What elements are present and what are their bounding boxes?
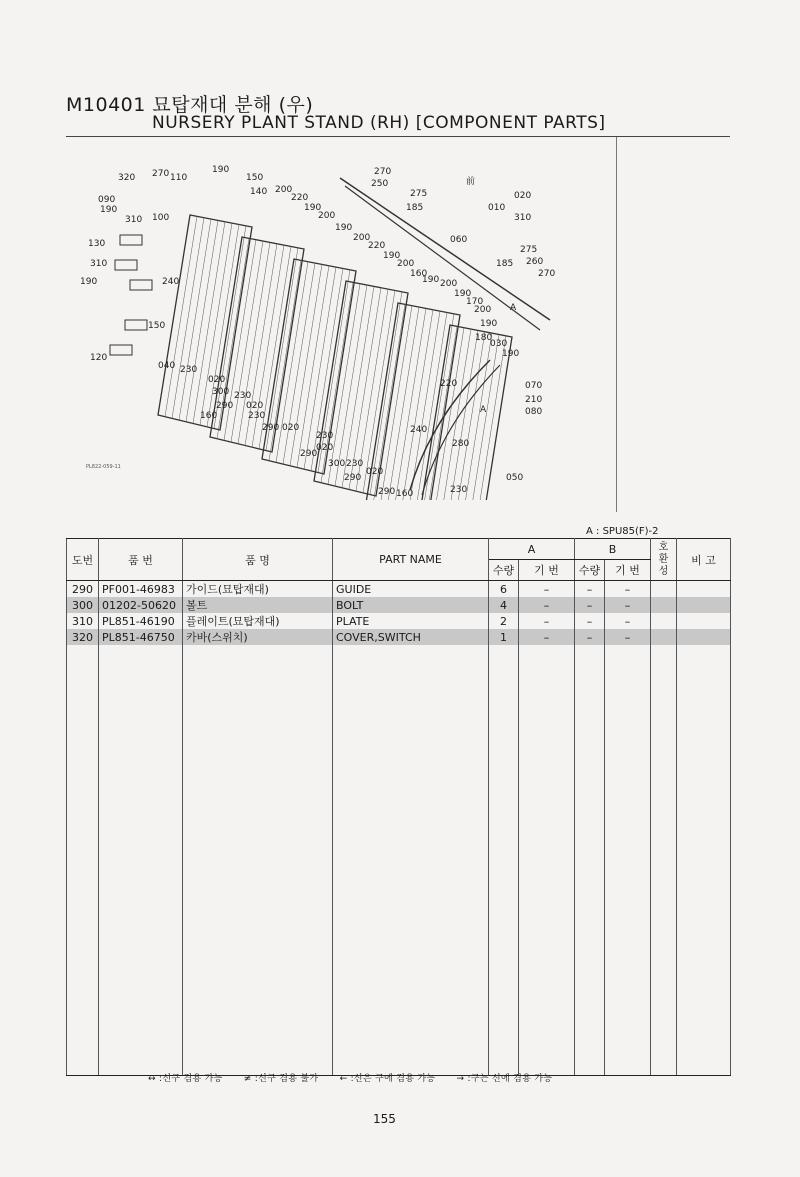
cell-part-no: PF001-46983 <box>99 581 183 598</box>
blank-cell <box>605 645 651 1076</box>
callout-label: A <box>510 303 517 313</box>
variant-note: A : SPU85(F)-2 <box>586 526 659 537</box>
callout-label: 140 <box>250 187 268 197</box>
blank-cell <box>489 645 519 1076</box>
callout-label: 190 <box>502 349 520 359</box>
divider-vertical <box>616 136 617 512</box>
cell-name-ko: 볼트 <box>183 597 333 613</box>
callout-label: 190 <box>480 319 498 329</box>
table-row <box>67 629 731 645</box>
title-english: NURSERY PLANT STAND (RH) [COMPONENT PARTS] <box>152 113 606 133</box>
callout-label: 230 <box>450 485 468 495</box>
table-row <box>67 597 731 613</box>
blank-cell <box>651 645 677 1076</box>
callout-label: 前 <box>466 177 476 187</box>
callout-label: 310 <box>125 215 143 225</box>
blank-cell <box>333 645 489 1076</box>
callout-label: 290 <box>262 423 280 433</box>
table-blank-area <box>67 645 731 1076</box>
callout-label: 160 <box>200 411 218 421</box>
blank-cell <box>67 645 99 1076</box>
cell-part-no: 01202-50620 <box>99 597 183 613</box>
callout-label: 200 <box>440 279 458 289</box>
callout-label: 160 <box>396 489 414 499</box>
callout-label: 010 <box>488 203 506 213</box>
callout-label: 190 <box>80 277 98 287</box>
callout-label: 150 <box>148 321 166 331</box>
callout-label: 020 <box>514 191 532 201</box>
callout-label: 120 <box>90 353 108 363</box>
blank-cell <box>575 645 605 1076</box>
header-part-no: 품 번 <box>99 539 183 581</box>
header-remarks: 비 고 <box>677 539 731 581</box>
callout-label: 020 <box>246 401 264 411</box>
blank-cell <box>99 645 183 1076</box>
callout-label: 275 <box>410 189 428 199</box>
title-korean: M10401 묘탑재대 분해 (우) <box>66 94 314 116</box>
callout-label: 020 <box>282 423 300 433</box>
cell-interchange <box>651 597 677 613</box>
callout-label: 080 <box>525 407 543 417</box>
callout-label: 220 <box>368 241 386 251</box>
cell-b-serial: – <box>605 581 651 598</box>
callout-label: 280 <box>452 439 470 449</box>
callout-label: 210 <box>525 395 543 405</box>
callout-label: 190 <box>422 275 440 285</box>
callout-label: 220 <box>440 379 458 389</box>
cell-a-qty: 4 <box>489 597 519 613</box>
callout-label: 100 <box>152 213 170 223</box>
divider-top <box>66 136 730 137</box>
callout-label: 190 <box>383 251 401 261</box>
callout-label: 270 <box>374 167 392 177</box>
callout-label: 185 <box>496 259 514 269</box>
cell-b-qty: – <box>575 581 605 598</box>
cell-part-no: PL851-46190 <box>99 613 183 629</box>
callout-label: 030 <box>490 339 508 349</box>
callout-label: 020 <box>316 443 334 453</box>
blank-cell <box>519 645 575 1076</box>
cell-name-ko: 플레이트(묘탑재대) <box>183 613 333 629</box>
callout-label: 020 <box>208 375 226 385</box>
callout-label: 200 <box>397 259 415 269</box>
cell-a-serial: – <box>519 597 575 613</box>
exploded-parts-diagram <box>70 160 610 500</box>
cell-no: 320 <box>67 629 99 645</box>
legend-item: ← :신은 구에 겸용 가능 <box>339 1074 436 1084</box>
callout-label: 230 <box>316 431 334 441</box>
blank-cell <box>183 645 333 1076</box>
callout-label: 050 <box>506 473 524 483</box>
parts-table <box>66 538 731 1076</box>
callout-label: 290 <box>378 487 396 497</box>
diagram-code: PL822-059-11 <box>86 464 121 470</box>
cell-b-serial: – <box>605 597 651 613</box>
page-number: 155 <box>373 1112 396 1126</box>
header-a-serial: 기 번 <box>519 560 575 581</box>
cell-a-qty: 1 <box>489 629 519 645</box>
callout-label: 240 <box>162 277 180 287</box>
callout-label: 240 <box>410 425 428 435</box>
bracket <box>115 260 137 270</box>
callout-label: 110 <box>170 173 188 183</box>
callout-label: 185 <box>406 203 424 213</box>
callout-label: 200 <box>275 185 293 195</box>
callout-label: 290 <box>344 473 362 483</box>
cell-a-serial: – <box>519 629 575 645</box>
callout-label: 230 <box>346 459 364 469</box>
cell-a-qty: 6 <box>489 581 519 598</box>
cell-b-serial: – <box>605 613 651 629</box>
cell-interchange <box>651 581 677 598</box>
callout-label: 190 <box>100 205 118 215</box>
cell-a-serial: – <box>519 581 575 598</box>
callout-label: 270 <box>538 269 556 279</box>
callout-label: 300 <box>328 459 346 469</box>
header-b-serial: 기 번 <box>605 560 651 581</box>
callout-label: 170 <box>466 297 484 307</box>
bracket <box>125 320 147 330</box>
header-interchange: 호 환 성 <box>651 539 677 581</box>
seedling-tray <box>418 325 512 500</box>
cell-name-ko: 카바(스위치) <box>183 629 333 645</box>
callout-label: 290 <box>216 401 234 411</box>
table-row <box>67 581 731 598</box>
header-no: 도번 <box>67 539 99 581</box>
callout-label: 070 <box>525 381 543 391</box>
cell-remarks <box>677 581 731 598</box>
callout-label: 270 <box>152 169 170 179</box>
header-group-b: B <box>575 539 651 560</box>
blank-cell <box>677 645 731 1076</box>
callout-label: 300 <box>212 387 230 397</box>
callout-label: 200 <box>474 305 492 315</box>
header-b-qty: 수량 <box>575 560 605 581</box>
callout-label: 310 <box>514 213 532 223</box>
callout-label: 090 <box>98 195 116 205</box>
bracket <box>110 345 132 355</box>
callout-label: 150 <box>246 173 264 183</box>
cell-remarks <box>677 597 731 613</box>
cell-remarks <box>677 613 731 629</box>
cell-no: 300 <box>67 597 99 613</box>
header-a-qty: 수량 <box>489 560 519 581</box>
cell-no: 310 <box>67 613 99 629</box>
callout-label: 230 <box>248 411 266 421</box>
cell-interchange <box>651 629 677 645</box>
interchange-legend <box>148 1071 570 1084</box>
cell-b-serial: – <box>605 629 651 645</box>
cell-b-qty: – <box>575 613 605 629</box>
callout-label: 190 <box>454 289 472 299</box>
header-part-name: PART NAME <box>333 539 489 581</box>
callout-label: 190 <box>304 203 322 213</box>
callout-label: 310 <box>90 259 108 269</box>
callout-label: 040 <box>158 361 176 371</box>
callout-label: 130 <box>88 239 106 249</box>
cell-b-qty: – <box>575 597 605 613</box>
table-row <box>67 613 731 629</box>
cell-a-qty: 2 <box>489 613 519 629</box>
callout-label: 190 <box>335 223 353 233</box>
cell-part-no: PL851-46750 <box>99 629 183 645</box>
callout-label: 060 <box>450 235 468 245</box>
cell-no: 290 <box>67 581 99 598</box>
callout-label: 220 <box>291 193 309 203</box>
callout-label: 320 <box>118 173 136 183</box>
bracket <box>120 235 142 245</box>
legend-item: ↔ :신구 겸용 가능 <box>148 1074 223 1084</box>
callout-label: 250 <box>371 179 389 189</box>
callout-label: 160 <box>410 269 428 279</box>
callout-label: 290 <box>300 449 318 459</box>
cell-interchange <box>651 613 677 629</box>
callout-label: 200 <box>353 233 371 243</box>
bracket <box>130 280 152 290</box>
header-name-ko: 품 명 <box>183 539 333 581</box>
callout-label: 180 <box>475 333 493 343</box>
callout-label: 190 <box>212 165 230 175</box>
cell-part-name: PLATE <box>333 613 489 629</box>
legend-item: → :구는 신에 겸용 가능 <box>456 1074 553 1084</box>
callout-label: 230 <box>180 365 198 375</box>
cell-part-name: BOLT <box>333 597 489 613</box>
cell-b-qty: – <box>575 629 605 645</box>
cell-remarks <box>677 629 731 645</box>
callout-label: 200 <box>318 211 336 221</box>
cell-part-name: COVER,SWITCH <box>333 629 489 645</box>
cell-name-ko: 가이드(묘탑재대) <box>183 581 333 598</box>
legend-item: ≠ :신구 겸용 불가 <box>243 1074 319 1084</box>
header-group-a: A <box>489 539 575 560</box>
callout-label: 020 <box>366 467 384 477</box>
callout-label: A <box>480 405 487 415</box>
callout-label: 230 <box>234 391 252 401</box>
callout-label: 275 <box>520 245 538 255</box>
callout-label: 260 <box>526 257 544 267</box>
cell-a-serial: – <box>519 613 575 629</box>
cell-part-name: GUIDE <box>333 581 489 598</box>
